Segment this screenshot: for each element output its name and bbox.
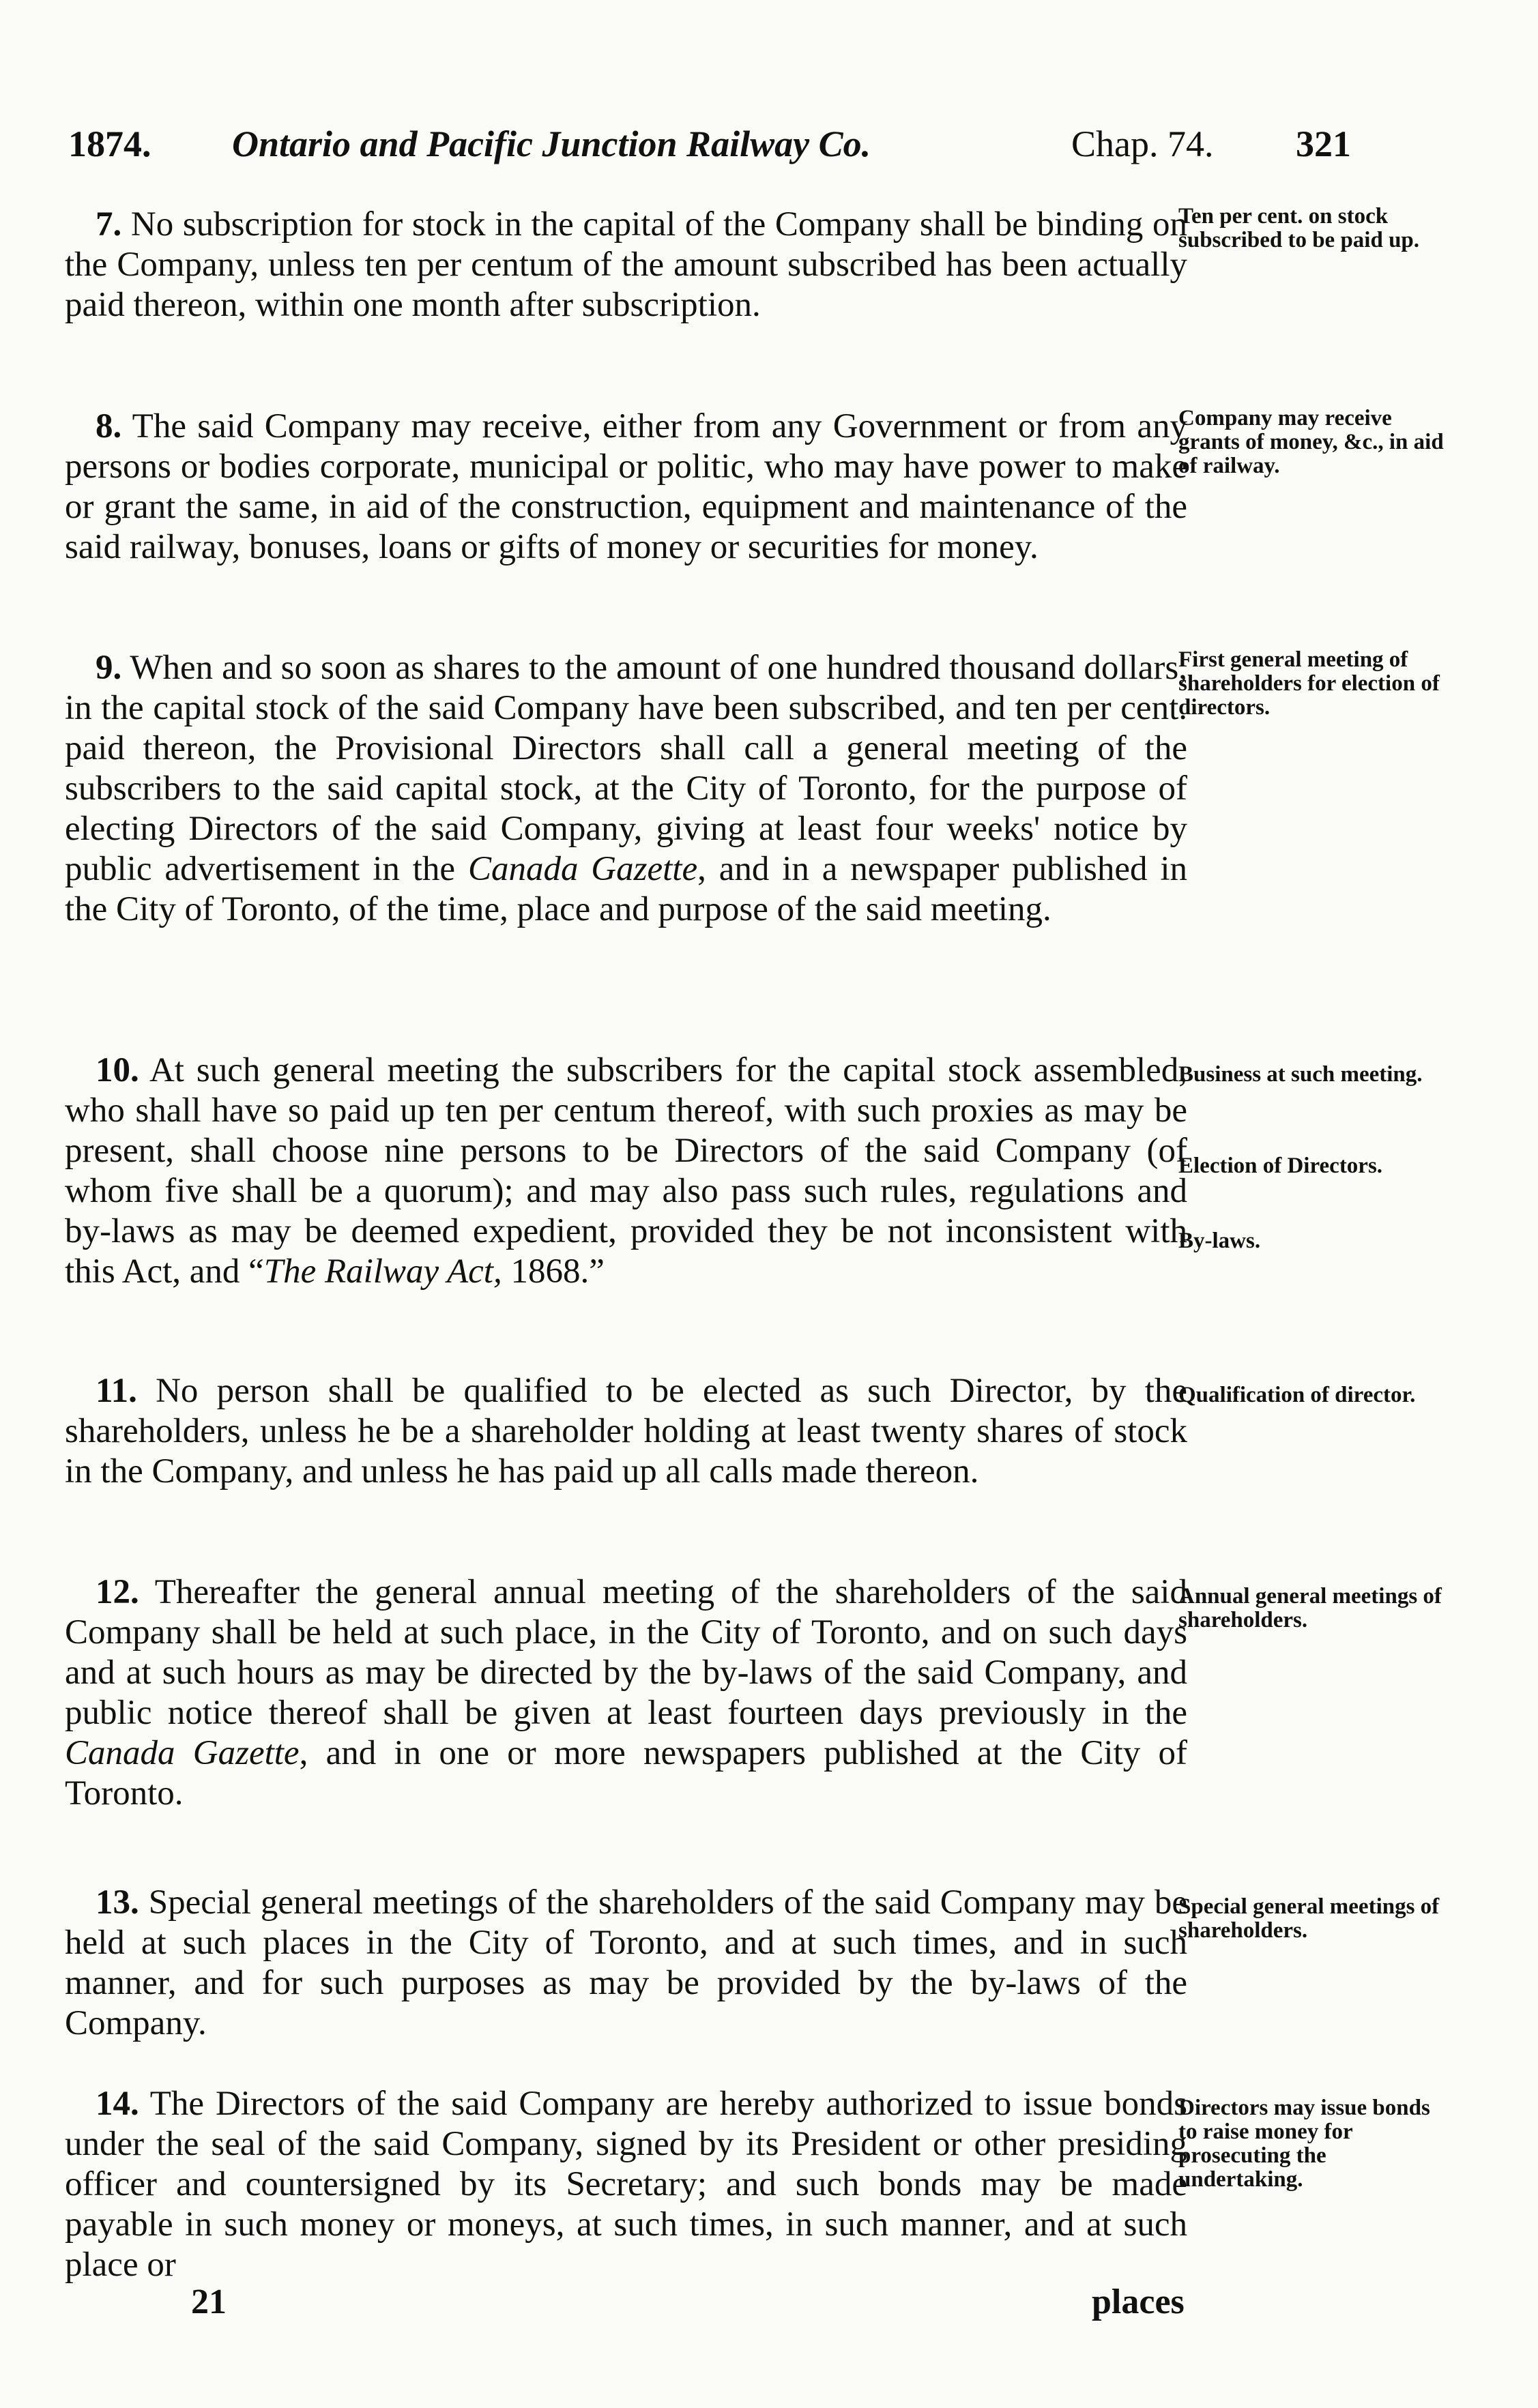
margin-note: First general meeting of shareholders for election of directors. xyxy=(1178,647,1440,720)
page-number: 321 xyxy=(1296,123,1351,164)
section-body-cont: , and in a newspaper published in the City of Toronto, of the time, place and purpose of the said meeting. xyxy=(65,850,1187,928)
section-body-italic: Canada Gazette xyxy=(467,850,698,888)
section-11-text xyxy=(65,1371,1187,1492)
section-10-text xyxy=(65,1051,1187,1292)
section-body: At such general meeting the subscribers for the capital stock assembled, who shall have so paid up ten per centum thereof, with such proxies as may be present, shall choose nine persons to be Directors of the said Company (of whom five shall be a quorum); and may also pass such rules, regulations and by-laws as may be deemed expedient, provided they be not inconsistent with this Act, and “ xyxy=(65,1051,1187,1291)
signature-mark: 21 xyxy=(191,2282,227,2321)
section-body: Special general meetings of the shareholders of the said Company may be held at such places in the City of Toronto, and at such times, and in such manner, and for such purposes as may be provided by the by-laws of the Company. xyxy=(65,1883,1188,2042)
page-footer xyxy=(68,2282,1351,2336)
section-11 xyxy=(65,1371,1416,1492)
section-12-text xyxy=(65,1572,1187,1814)
section-number: 11. xyxy=(96,1372,137,1410)
section-body: When and so soon as shares to the amount of one hundred thousand dollars, in the capital stock of the said Company have been subscribed, and ten per cent. paid thereon, the Provisional Directors shall call a general meeting of the subscribers to the said capital stock, at the City of Toronto, for the purpose of electing Directors of the said Company, giving at least four weeks' notice by public advertisement in the xyxy=(65,649,1187,888)
margin-note: Annual general meetings of shareholders. xyxy=(1178,1584,1442,1632)
section-body: No person shall be qualified to be elected as such Director, by the shareholders, unless he be a shareholder holding at least twenty shares of stock in the Company, and unless he has paid up all calls made thereon. xyxy=(65,1372,1187,1491)
section-12 xyxy=(65,1572,1442,1814)
margin-note-business: Business at such meeting. xyxy=(1178,1062,1423,1087)
section-number: 9. xyxy=(96,649,122,687)
section-number: 7. xyxy=(96,205,122,244)
margin-note: Company may receive grants of money, &c., in aid of railway. xyxy=(1178,406,1444,478)
section-number: 12. xyxy=(96,1573,139,1611)
section-13 xyxy=(65,1883,1440,2044)
section-9 xyxy=(65,647,1440,930)
section-7-text xyxy=(65,205,1187,325)
section-body: The Directors of the said Company are hereby authorized to issue bonds under the seal of the said Company, signed by its President or other presiding officer and countersigned by its Secretary; and such bonds may be made payable in such money or moneys, at such times, in such manner, and at such place or xyxy=(65,2085,1187,2284)
catchword: places xyxy=(1092,2282,1185,2321)
header-year: 1874. xyxy=(68,123,151,164)
section-body-cont: 1868.” xyxy=(502,1252,605,1291)
section-body: No subscription for stock in the capital of the Company shall be binding on the Company, unless ten per centum of the amount subscribed has been actually paid thereon, within one month after subscription. xyxy=(65,205,1188,324)
header-title: Ontario and Pacific Junction Railway Co. xyxy=(232,123,871,164)
margin-note-election: Election of Directors. xyxy=(1178,1154,1383,1178)
section-body: Thereafter the general annual meeting of the shareholders of the said Company shall be held at such place, in the City of Toronto, and on such days and at such hours as may be directed by the by-laws of the said Company, and public notice thereof shall be given at least fourteen days previously in the xyxy=(65,1573,1187,1732)
section-8 xyxy=(65,406,1444,568)
section-number: 14. xyxy=(96,2085,139,2123)
section-9-text xyxy=(65,648,1187,930)
section-7 xyxy=(65,204,1420,325)
running-header xyxy=(68,123,1351,177)
section-8-text xyxy=(65,407,1187,568)
section-number: 13. xyxy=(96,1883,139,1922)
header-chapter: Chap. 74. xyxy=(1071,123,1214,164)
margin-note: Qualification of director. xyxy=(1178,1383,1416,1407)
section-13-text xyxy=(65,1883,1187,2044)
section-14 xyxy=(65,2084,1430,2285)
section-body: The said Company may receive, either from any Government or from any persons or bodies corporate, municipal or politic, who may have power to make or grant the same, in aid of the construction, equipment and maintenance of the said railway, bonuses, loans or gifts of money or securities for money. xyxy=(65,407,1187,566)
section-10 xyxy=(65,1051,1423,1292)
margin-note: Directors may issue bonds to raise money for prosecuting the undertaking. xyxy=(1178,2096,1430,2192)
margin-note: Special general meetings of shareholders. xyxy=(1178,1894,1440,1943)
margin-note: Ten per cent. on stock subscribed to be paid up. xyxy=(1178,204,1420,252)
section-14-text xyxy=(65,2084,1187,2285)
section-number: 10. xyxy=(96,1051,139,1089)
section-body-italic: The Railway Act, xyxy=(263,1252,502,1291)
section-body-italic: Canada Gazette xyxy=(65,1734,300,1772)
section-body-cont: , and in one or more newspapers published at the City of Toronto. xyxy=(65,1734,1187,1812)
section-number: 8. xyxy=(96,407,122,445)
margin-note-bylaws: By-laws. xyxy=(1178,1229,1261,1253)
